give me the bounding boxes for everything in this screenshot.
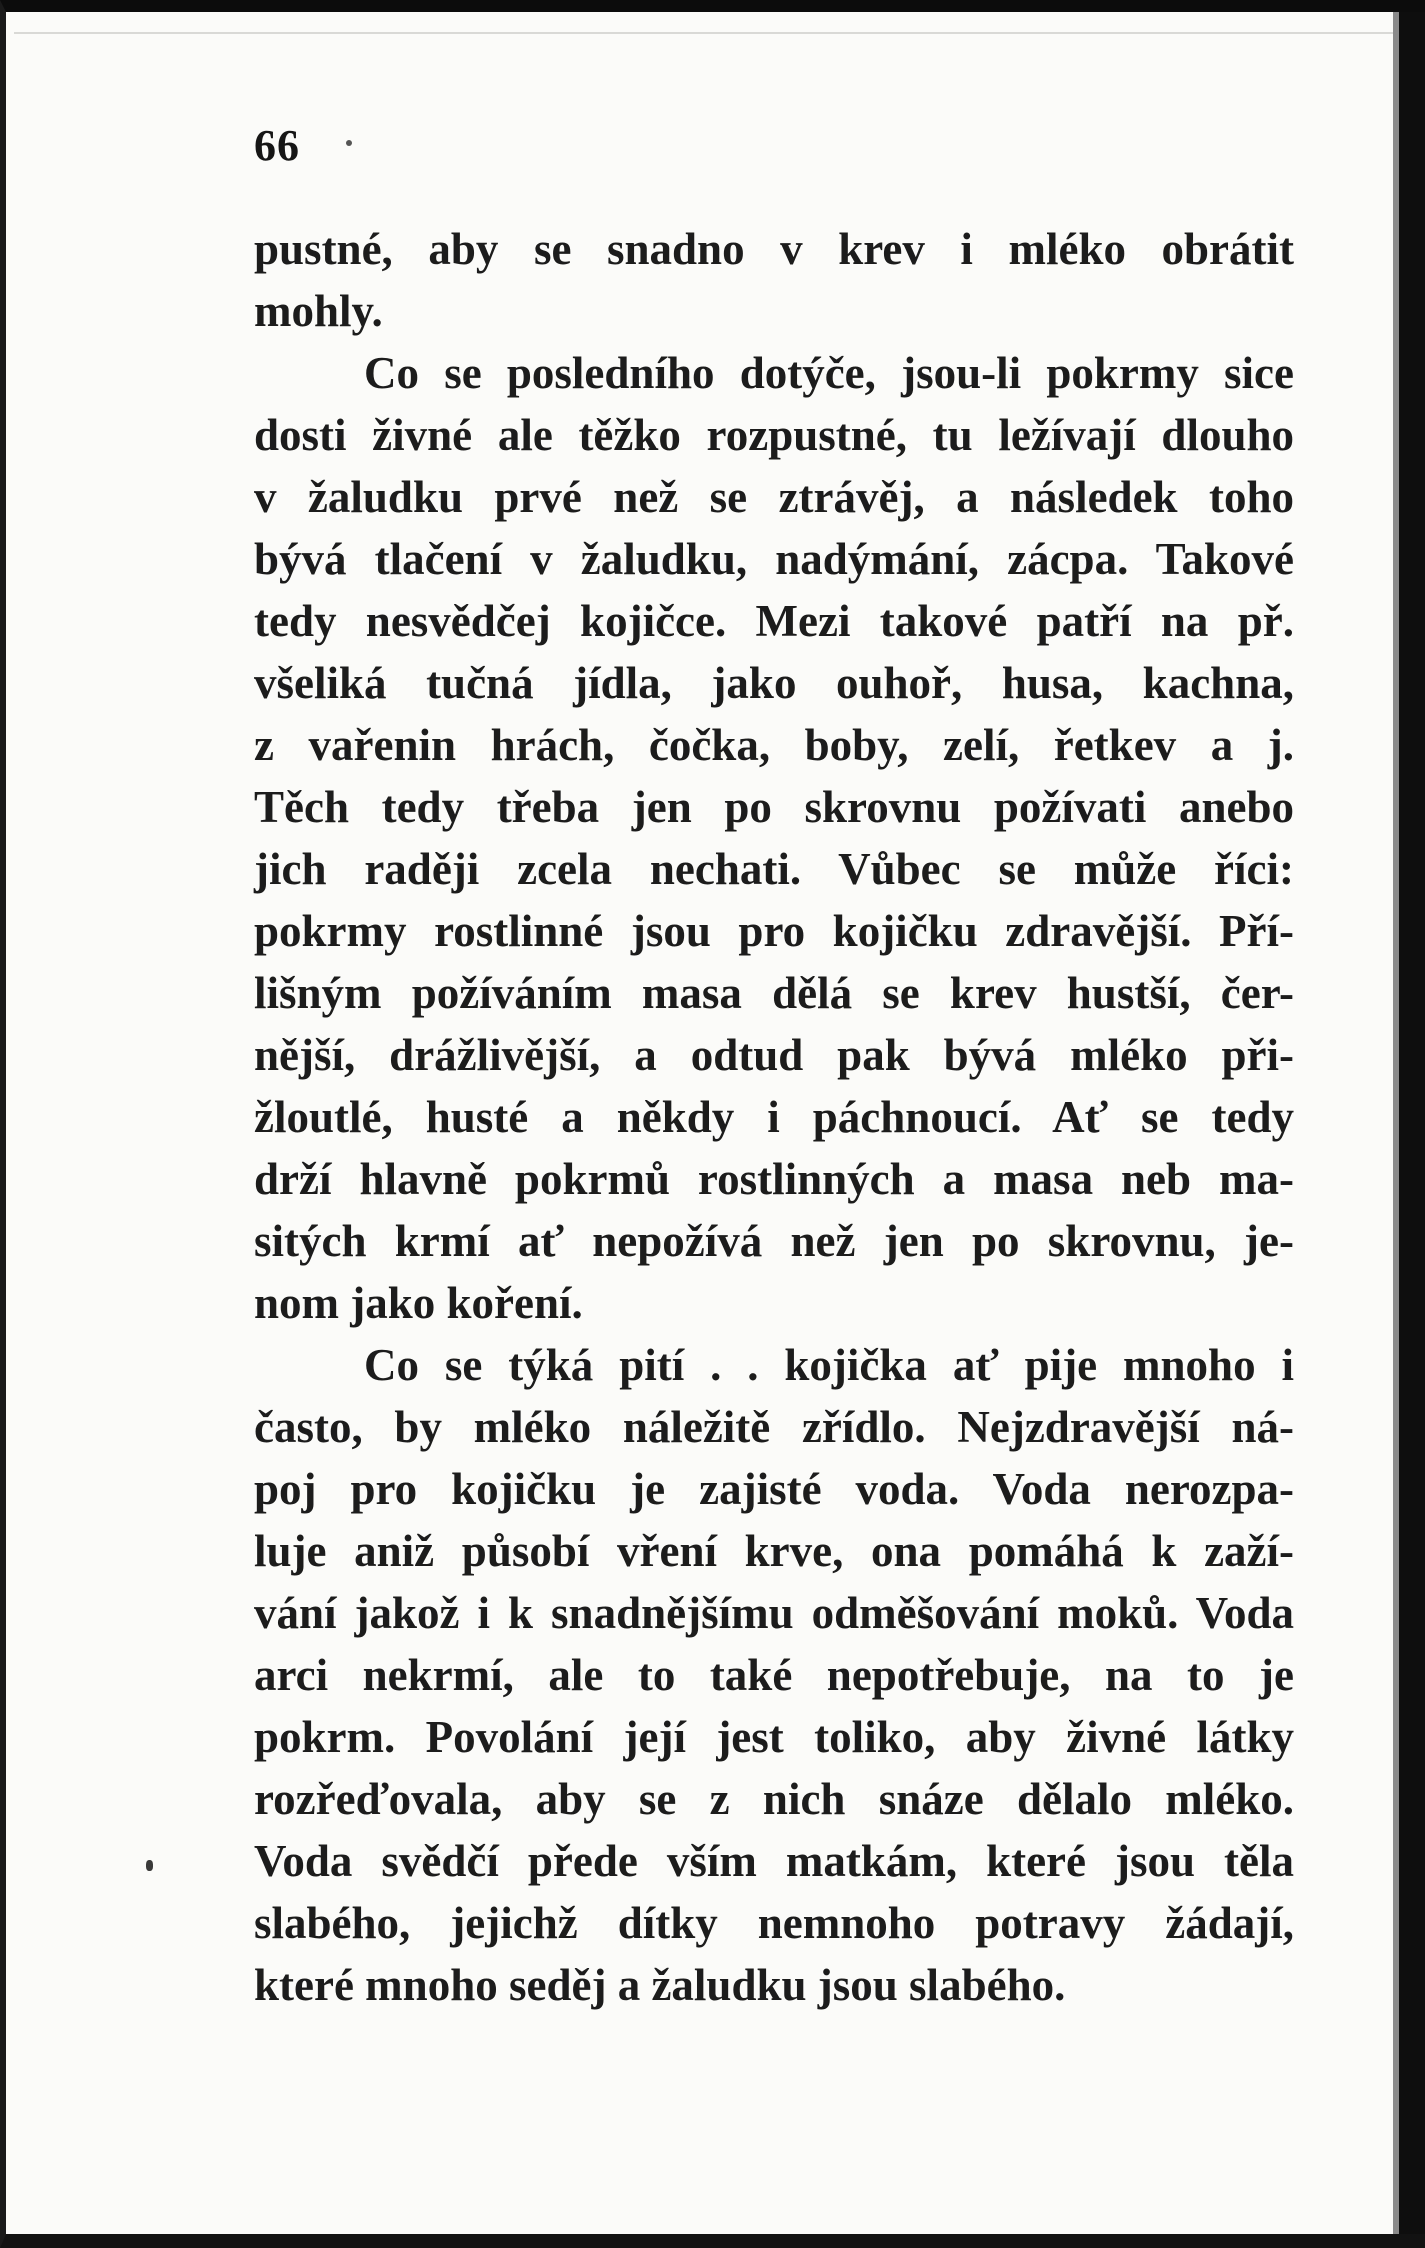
text-line: žloutlé, husté a někdy i páchnoucí. Ať se tedy [254, 1092, 1294, 1142]
text-line: luje aniž působí vření krve, ona pomáhá k zaží- [254, 1526, 1294, 1576]
text-line: všeliká tučná jídla, jako ouhoř, husa, kachna, [254, 658, 1294, 708]
text-line: lišným požíváním masa dělá se krev hustší, čer- [254, 968, 1294, 1018]
text-line: Voda svědčí přede vším matkám, které jsou těla [254, 1836, 1294, 1886]
text-line: Co se posledního dotýče, jsou-li pokrmy sice [364, 348, 1294, 398]
text-line: v žaludku prvé než se ztrávěj, a následek toho [254, 472, 1294, 522]
text-line: nom jako koření. [254, 1278, 583, 1328]
text-line: dosti živné ale těžko rozpustné, tu ležívají dlouho [254, 410, 1294, 460]
text-line: poj pro kojičku je zajisté voda. Voda nerozpa- [254, 1464, 1294, 1514]
text-line: nější, drážlivější, a odtud pak bývá mléko při- [254, 1030, 1294, 1080]
text-line: často, by mléko náležitě zřídlo. Nejzdravější ná- [254, 1402, 1294, 1452]
page-binding-edge [1399, 12, 1425, 2248]
text-line: jich raději zcela nechati. Vůbec se může říci: [254, 844, 1294, 894]
ink-speck [146, 1860, 153, 1871]
text-line: mohly. [254, 286, 383, 336]
body-text [254, 218, 1294, 2016]
text-line: pustné, aby se snadno v krev i mléko obrátit [254, 224, 1294, 274]
text-line: pokrmy rostlinné jsou pro kojičku zdravější. Pří- [254, 906, 1294, 956]
text-line: arci nekrmí, ale to také nepotřebuje, na to je [254, 1650, 1294, 1700]
text-line: bývá tlačení v žaludku, nadýmání, zácpa. Takové [254, 534, 1294, 584]
page-number: 66 [254, 121, 300, 170]
text-line: slabého, jejichž dítky nemnoho potravy žádají, [254, 1898, 1294, 1948]
text-line: rozřeďovala, aby se z nich snáze dělalo mléko. [254, 1774, 1294, 1824]
text-line: z vařenin hrách, čočka, boby, zelí, řetkev a j. [254, 720, 1294, 770]
printing-dot [346, 140, 352, 146]
text-line: drží hlavně pokrmů rostlinných a masa neb ma- [254, 1154, 1294, 1204]
text-line: které mnoho seděj a žaludku jsou slabého. [254, 1960, 1066, 2010]
text-line: vání jakož i k snadnějšímu odměšování moků. Voda [254, 1588, 1294, 1638]
text-line: Těch tedy třeba jen po skrovnu požívati anebo [254, 782, 1294, 832]
text-line: tedy nesvědčej kojičce. Mezi takové patří na př. [254, 596, 1294, 646]
text-line: pokrm. Povolání její jest toliko, aby živné látky [254, 1712, 1294, 1762]
scan-edge-line [14, 32, 1394, 34]
text-line: Co se týká pití . . kojička ať pije mnoho i [364, 1340, 1294, 1390]
text-line: sitých krmí ať nepožívá než jen po skrovnu, je- [254, 1216, 1294, 1266]
